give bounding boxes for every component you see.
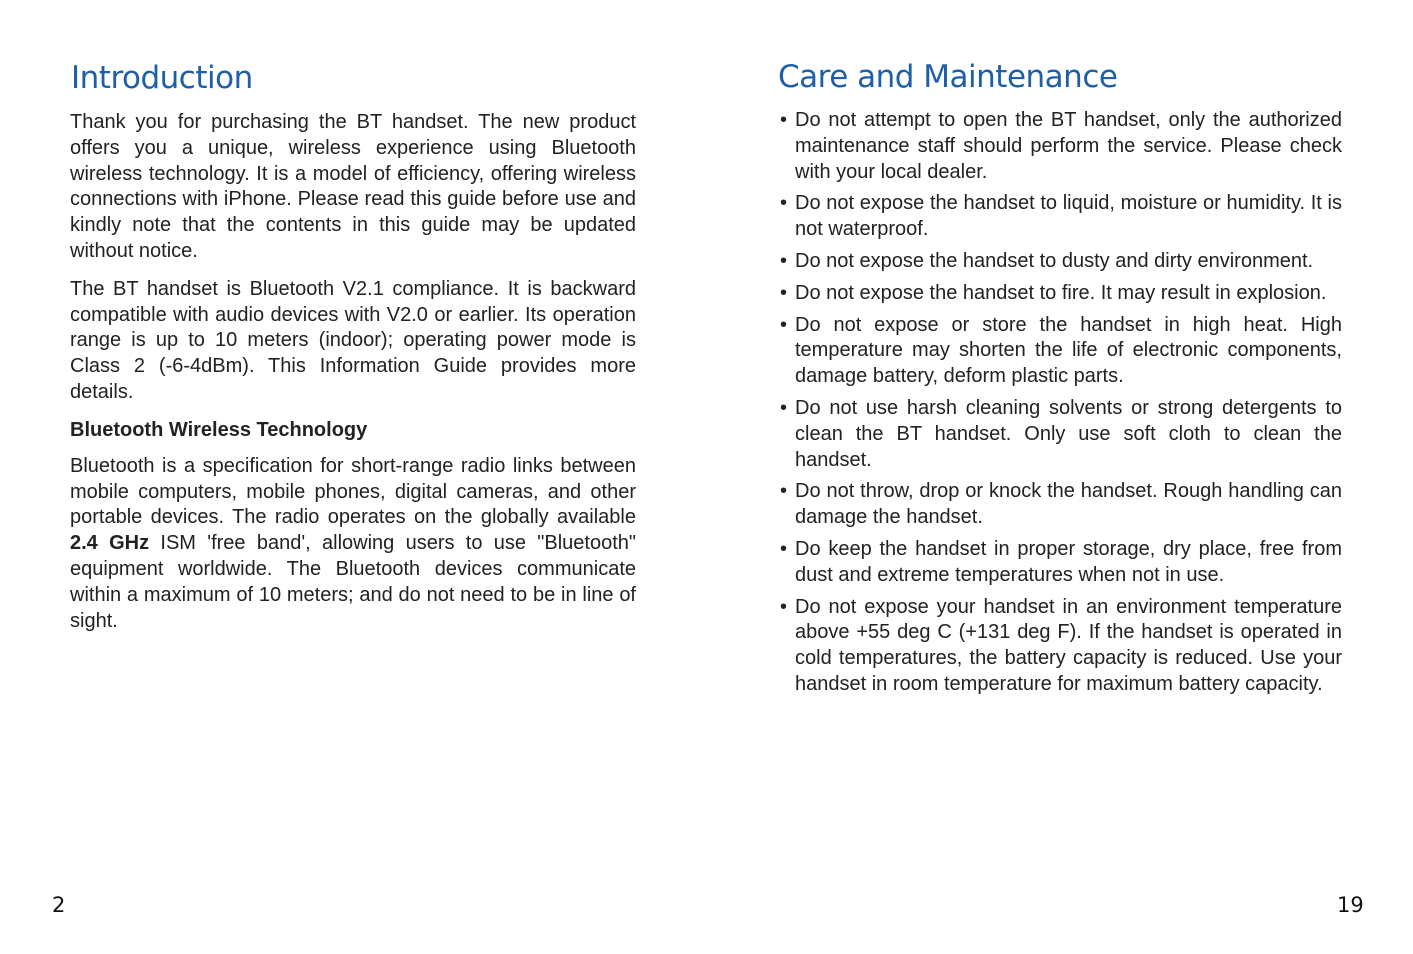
- introduction-content: [70, 110, 636, 646]
- care-item-text: Do not expose the handset to liquid, moisture or humidity. It is not waterproof.: [795, 192, 1342, 241]
- care-item-text: Do not expose your handset in an environment temperature above +55 deg C (+131 deg F). If the handset is operated in cold temperatures, the battery capacity is reduced. Use your handset in room temperature for maximum battery capacity.: [795, 595, 1342, 695]
- care-item-text: Do not use harsh cleaning solvents or strong detergents to clean the BT handset. Only use soft cloth to clean the handset.: [795, 396, 1342, 471]
- care-item: [778, 281, 1342, 307]
- care-item: [778, 313, 1342, 390]
- intro-paragraph: Thank you for purchasing the BT handset. The new product offers you a unique, wireless experience using Bluetooth wireless technology. It is a model of efficiency, offering wireless connections with iPhone. Please read this guide before use and kindly note that the contents in this guide may be updated without notice.: [70, 111, 636, 262]
- bullet-icon: •: [780, 249, 788, 272]
- care-item-text: Do not expose or store the handset in high heat. High temperature may shorten the life of electronic components, damage battery, deform plastic parts.: [795, 313, 1342, 388]
- page-number-left: 2: [52, 893, 66, 917]
- care-item-text: Do not expose the handset to dusty and dirty environment.: [795, 249, 1314, 272]
- bullet-icon: •: [780, 313, 788, 336]
- care-item: [778, 191, 1342, 243]
- bullet-icon: •: [780, 537, 788, 560]
- bullet-icon: •: [780, 109, 788, 131]
- bullet-icon: •: [780, 480, 788, 503]
- care-item: [778, 249, 1342, 275]
- compliance-paragraph: The BT handset is Bluetooth V2.1 compliance. It is backward compatible with audio devices with V2.0 or earlier. Its operation range is up to 10 meters (indoor); operating power mode is Class 2 (-6-4dBm). This Information Guide provides more details.: [70, 277, 636, 403]
- introduction-heading: Introduction: [71, 60, 253, 96]
- bluetooth-paragraph: [70, 454, 636, 635]
- care-item-text: Do not attempt to open the BT handset, only the authorized maintenance staff should perform the service. Please check with your local dealer.: [795, 109, 1342, 183]
- care-item: [778, 595, 1342, 698]
- care-heading: Care and Maintenance: [778, 59, 1118, 95]
- bluetooth-subheading: Bluetooth Wireless Technology: [70, 418, 368, 441]
- bluetooth-paragraph-end: ISM 'free band', allowing users to use "Bluetooth" equipment worldwide. The Bluetooth devices communicate within a maximum of 10 meters; and do not need to be in line of sight.: [70, 532, 637, 632]
- care-item: [778, 537, 1342, 589]
- bullet-icon: •: [780, 192, 788, 215]
- care-list: [778, 108, 1342, 704]
- bullet-icon: •: [780, 281, 788, 304]
- page-number-right: 19: [1337, 893, 1364, 917]
- care-item: [778, 396, 1342, 473]
- care-item: [778, 108, 1342, 185]
- care-item: [778, 479, 1342, 531]
- bullet-icon: •: [780, 595, 788, 618]
- frequency-bold: 2.4 GHz: [70, 532, 150, 555]
- care-item-text: Do not expose the handset to fire. It may result in explosion.: [795, 281, 1327, 304]
- bullet-icon: •: [780, 396, 788, 419]
- care-item-text: Do not throw, drop or knock the handset. Rough handling can damage the handset.: [795, 480, 1342, 529]
- care-item-text: Do keep the handset in proper storage, dry place, free from dust and extreme temperatures when not in use.: [795, 537, 1342, 586]
- bluetooth-paragraph-start: Bluetooth is a specification for short-range radio links between mobile computers, mobile phones, digital cameras, and other portable devices. The radio operates on the globally available: [70, 454, 636, 529]
